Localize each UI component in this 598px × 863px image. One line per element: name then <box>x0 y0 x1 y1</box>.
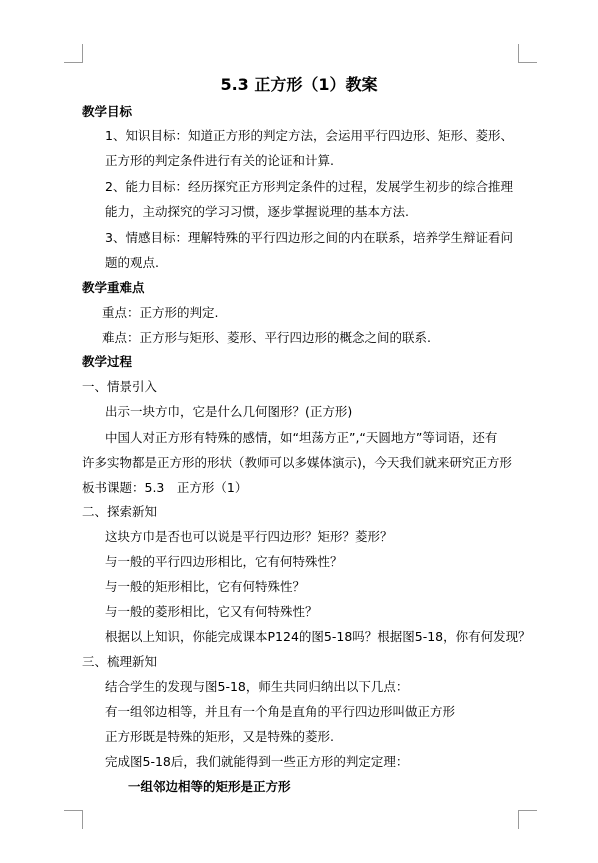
goals-heading: 教学目标 <box>82 104 133 119</box>
part2-line: 根据以上知识，你能完成课本P124的图5-18吗？根据图5-18，你有何发现？ <box>105 629 531 644</box>
part3-line: 完成图5-18后，我们就能得到一些正方形的判定定理： <box>105 754 409 769</box>
document-title: 5.3 正方形（1）教案 <box>220 75 378 94</box>
crop-mark-bottom-left <box>64 810 83 829</box>
part3-heading: 三、梳理新知 <box>82 654 158 669</box>
part3-line: 正方形既是特殊的矩形，又是特殊的菱形. <box>105 729 334 744</box>
goal-line: 正方形的判定条件进行有关的论证和计算. <box>105 153 334 168</box>
part1-line: 板书课题：5.3 正方形（1） <box>82 480 248 495</box>
part2-line: 这块方巾是否也可以说是平行四边形？矩形？菱形？ <box>105 529 393 544</box>
part2-line: 与一般的菱形相比，它又有何特殊性？ <box>105 604 318 619</box>
goal-line: 3、情感目标：理解特殊的平行四边形之间的内在联系，培养学生辩证看问 <box>105 230 513 245</box>
process-heading: 教学过程 <box>82 354 133 369</box>
goal-line: 1、知识目标：知道正方形的判定方法，会运用平行四边形、矩形、菱形、 <box>105 128 513 143</box>
part1-line: 许多实物都是正方形的形状（教师可以多媒体演示)，今天我们就来研究正方形 <box>82 455 512 470</box>
goal-line: 题的观点. <box>105 255 159 270</box>
part2-line: 与一般的矩形相比，它有何特殊性？ <box>105 579 306 594</box>
key-points-heading: 教学重难点 <box>82 280 145 295</box>
part1-heading: 一、情景引入 <box>82 379 158 394</box>
key-point-line: 重点：正方形的判定. <box>102 305 219 320</box>
part3-line: 有一组邻边相等，并且有一个角是直角的平行四边形叫做正方形 <box>105 704 456 719</box>
part3-line: 结合学生的发现与图5-18，师生共同归纳出以下几点： <box>105 679 409 694</box>
goal-line: 能力，主动探究的学习习惯，逐步掌握说理的基本方法. <box>105 204 409 219</box>
part2-line: 与一般的平行四边形相比，它有何特殊性？ <box>105 554 343 569</box>
crop-mark-top-left <box>64 44 83 63</box>
crop-mark-top-right <box>518 44 537 63</box>
theorem-line: 一组邻边相等的矩形是正方形 <box>128 779 291 794</box>
part1-line: 中国人对正方形有特殊的感情，如“坦荡方正”,“天圆地方”等词语，还有 <box>105 430 498 445</box>
crop-mark-bottom-right <box>518 810 537 829</box>
part2-heading: 二、探索新知 <box>82 504 158 519</box>
key-point-line: 难点：正方形与矩形、菱形、平行四边形的概念之间的联系. <box>102 330 431 345</box>
goal-line: 2、能力目标：经历探究正方形判定条件的过程，发展学生初步的综合推理 <box>105 179 513 194</box>
part1-line: 出示一块方巾，它是什么几何图形？(正方形) <box>105 404 353 419</box>
